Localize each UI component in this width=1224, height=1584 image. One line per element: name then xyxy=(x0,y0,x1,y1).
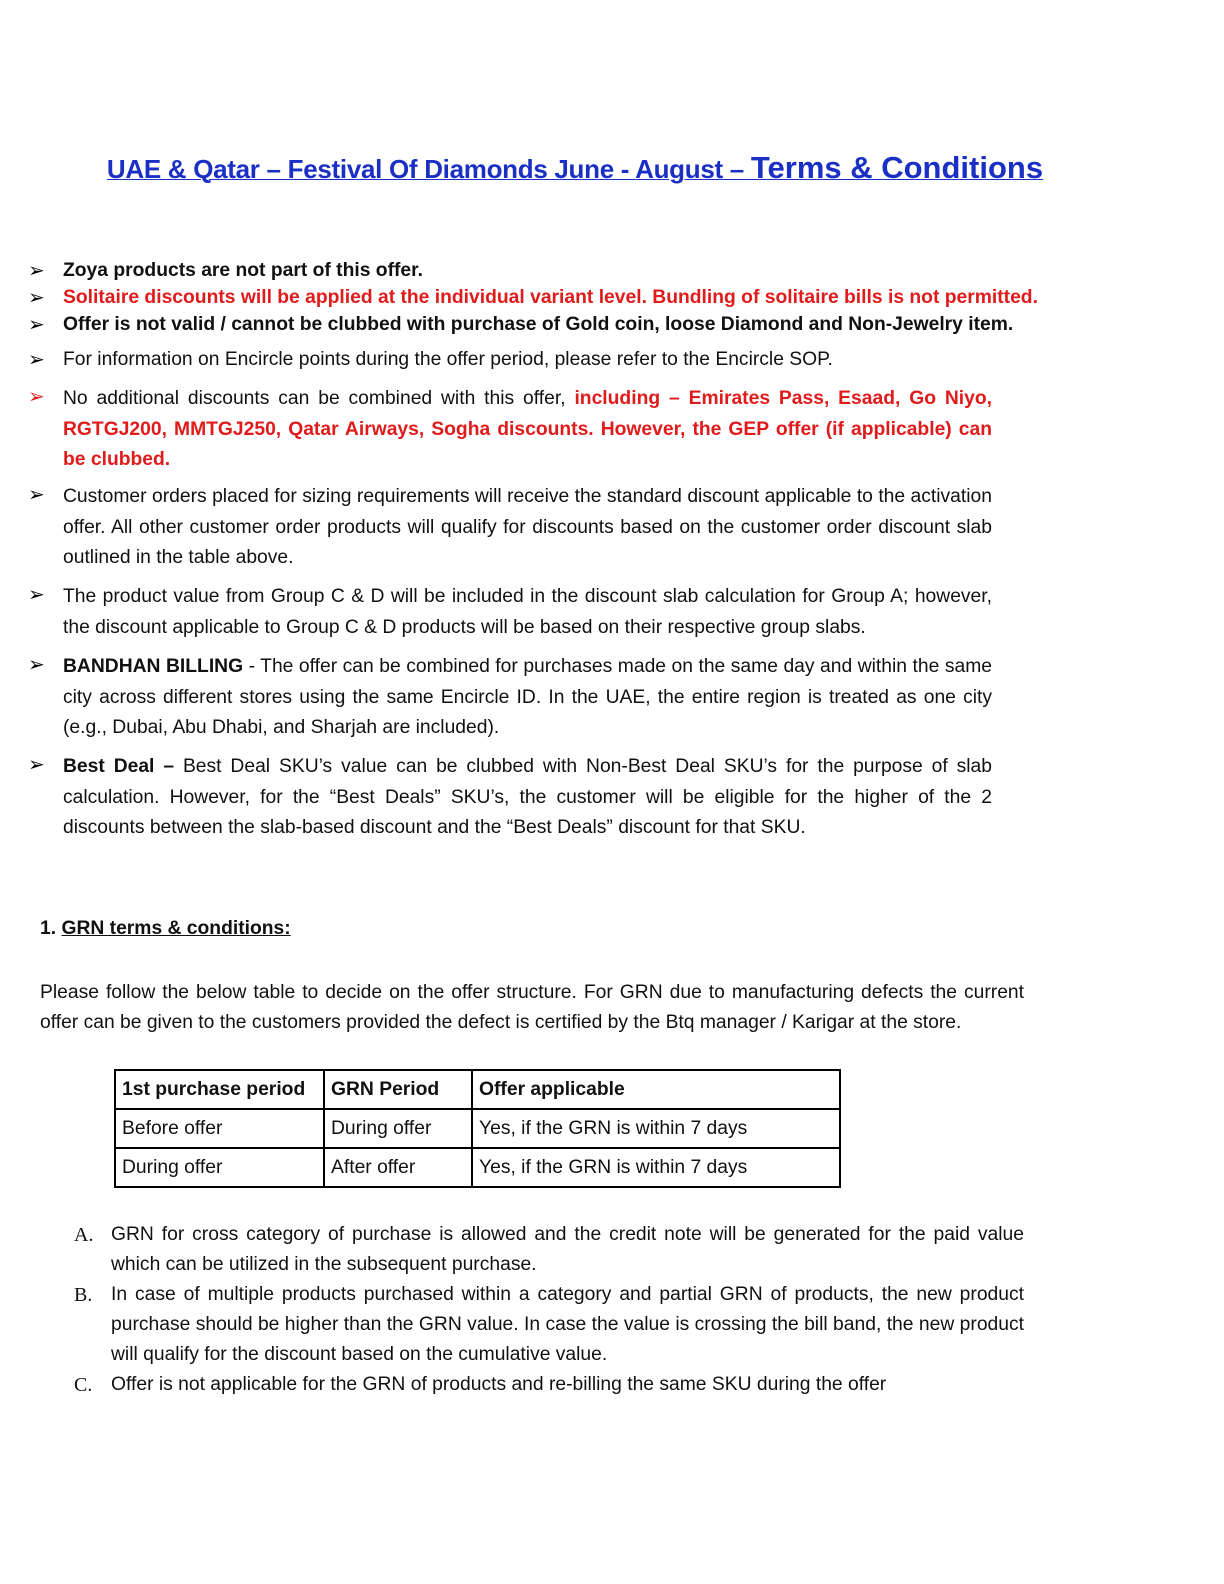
bullet-text: Customer orders placed for sizing requirements will receive the standard discount applicable to the activation offer. All other customer order products will qualify for discounts based on the customer order discount slab outlined in the table above. xyxy=(63,486,992,568)
bullet-item xyxy=(28,384,992,476)
bullet-text-plain: Best Deal SKU’s value can be clubbed with Non-Best Deal SKU’s for the purpose of slab calculation. However, for the “Best Deals” SKU’s, the customer will be eligible for the higher of the 2 discounts between the slab-based discount and the “Best Deals” discount for that SKU. xyxy=(63,756,992,838)
arrowhead-bullet-icon: ➢ xyxy=(28,287,45,309)
page-title-part1: UAE & Qatar – Festival Of Diamonds June - August – xyxy=(106,154,751,184)
bullet-text xyxy=(63,384,992,476)
page-title xyxy=(0,150,1150,186)
table-header-cell: GRN Period xyxy=(324,1070,472,1109)
arrowhead-bullet-icon: ➢ xyxy=(28,754,45,776)
list-marker: C. xyxy=(74,1374,93,1396)
bullet-label: Best Deal – xyxy=(63,756,175,777)
arrowhead-bullet-icon: ➢ xyxy=(28,484,45,506)
list-item xyxy=(74,1280,1024,1370)
bullet-item xyxy=(28,652,992,744)
list-item xyxy=(74,1370,1024,1400)
bullet-text: Zoya products are not part of this offer. xyxy=(63,260,423,281)
bullet-item xyxy=(28,347,992,373)
table-cell: After offer xyxy=(324,1148,472,1187)
bullet-item xyxy=(28,752,992,844)
arrowhead-bullet-icon: ➢ xyxy=(28,584,45,606)
table-cell: Yes, if the GRN is within 7 days xyxy=(472,1148,840,1187)
bullet-item xyxy=(28,258,992,284)
section-heading xyxy=(40,918,291,940)
bullet-text-red: including – Emirates Pass, Esaad, Go Niyo, RGTGJ200, MMTGJ250, Qatar Airways, Sogha discounts. However, the GEP offer (if applicable) can be clubbed. xyxy=(63,388,992,470)
arrowhead-bullet-icon: ➢ xyxy=(28,654,45,676)
table-cell: Yes, if the GRN is within 7 days xyxy=(472,1109,840,1148)
bullet-item xyxy=(28,312,1014,338)
grn-conditions-list xyxy=(74,1220,1024,1400)
list-item xyxy=(74,1220,1024,1280)
bullet-item xyxy=(28,582,992,643)
bullet-item xyxy=(28,285,1038,311)
list-item-text: GRN for cross category of purchase is allowed and the credit note will be generated for the paid value which can be utilized in the subsequent purchase. xyxy=(111,1224,1024,1275)
table-header-cell: Offer applicable xyxy=(472,1070,840,1109)
bullet-text-plain: - The offer can be combined for purchases made on the same day and within the same city across different stores using the same Encircle ID. In the UAE, the entire region is treated as one city (e.g., Dubai, Abu Dhabi, and Sharjah are included). xyxy=(63,656,992,738)
bullet-text: Solitaire discounts will be applied at the individual variant level. Bundling of solitaire bills is not permitted. xyxy=(63,287,1038,308)
bullet-text: The product value from Group C & D will be included in the discount slab calculation for Group A; however, the discount applicable to Group C & D products will be based on their respective group slabs. xyxy=(63,586,992,638)
table-header-cell: 1st purchase period xyxy=(115,1070,324,1109)
page-title-part2: Terms & Conditions xyxy=(750,150,1044,185)
grn-table xyxy=(114,1069,841,1188)
arrowhead-bullet-icon: ➢ xyxy=(28,386,45,408)
table-header-row xyxy=(115,1070,840,1109)
bullet-text xyxy=(63,652,992,744)
list-item-text: In case of multiple products purchased within a category and partial GRN of products, the new product purchase should be higher than the GRN value. In case the value is crossing the bill band, the new product will qualify for the discount based on the cumulative value. xyxy=(111,1284,1024,1365)
bullet-text-plain: No additional discounts can be combined with this offer, xyxy=(63,388,575,409)
table-row xyxy=(115,1148,840,1187)
arrowhead-bullet-icon: ➢ xyxy=(28,349,45,371)
section-number: 1. xyxy=(40,918,57,939)
table-cell: During offer xyxy=(324,1109,472,1148)
bullet-text: Offer is not valid / cannot be clubbed with purchase of Gold coin, loose Diamond and Non-Jewelry item. xyxy=(63,314,1014,335)
list-marker: B. xyxy=(74,1284,93,1306)
arrowhead-bullet-icon: ➢ xyxy=(28,260,45,282)
table-row xyxy=(115,1109,840,1148)
bullet-text xyxy=(63,752,992,844)
section-title: GRN terms & conditions: xyxy=(61,918,291,939)
grn-intro-paragraph: Please follow the below table to decide on the offer structure. For GRN due to manufacturing defects the current offer can be given to the customers provided the defect is certified by the Btq manager / Karigar at the store. xyxy=(40,982,1024,1033)
arrowhead-bullet-icon: ➢ xyxy=(28,314,45,336)
list-marker: A. xyxy=(74,1224,94,1246)
bullet-text: For information on Encircle points during the offer period, please refer to the Encircle SOP. xyxy=(63,349,833,370)
table-cell: Before offer xyxy=(115,1109,324,1148)
bullet-label: BANDHAN BILLING xyxy=(63,656,244,677)
table-cell: During offer xyxy=(115,1148,324,1187)
bullet-item xyxy=(28,482,992,574)
list-item-text: Offer is not applicable for the GRN of products and re-billing the same SKU during the offer xyxy=(111,1374,887,1395)
